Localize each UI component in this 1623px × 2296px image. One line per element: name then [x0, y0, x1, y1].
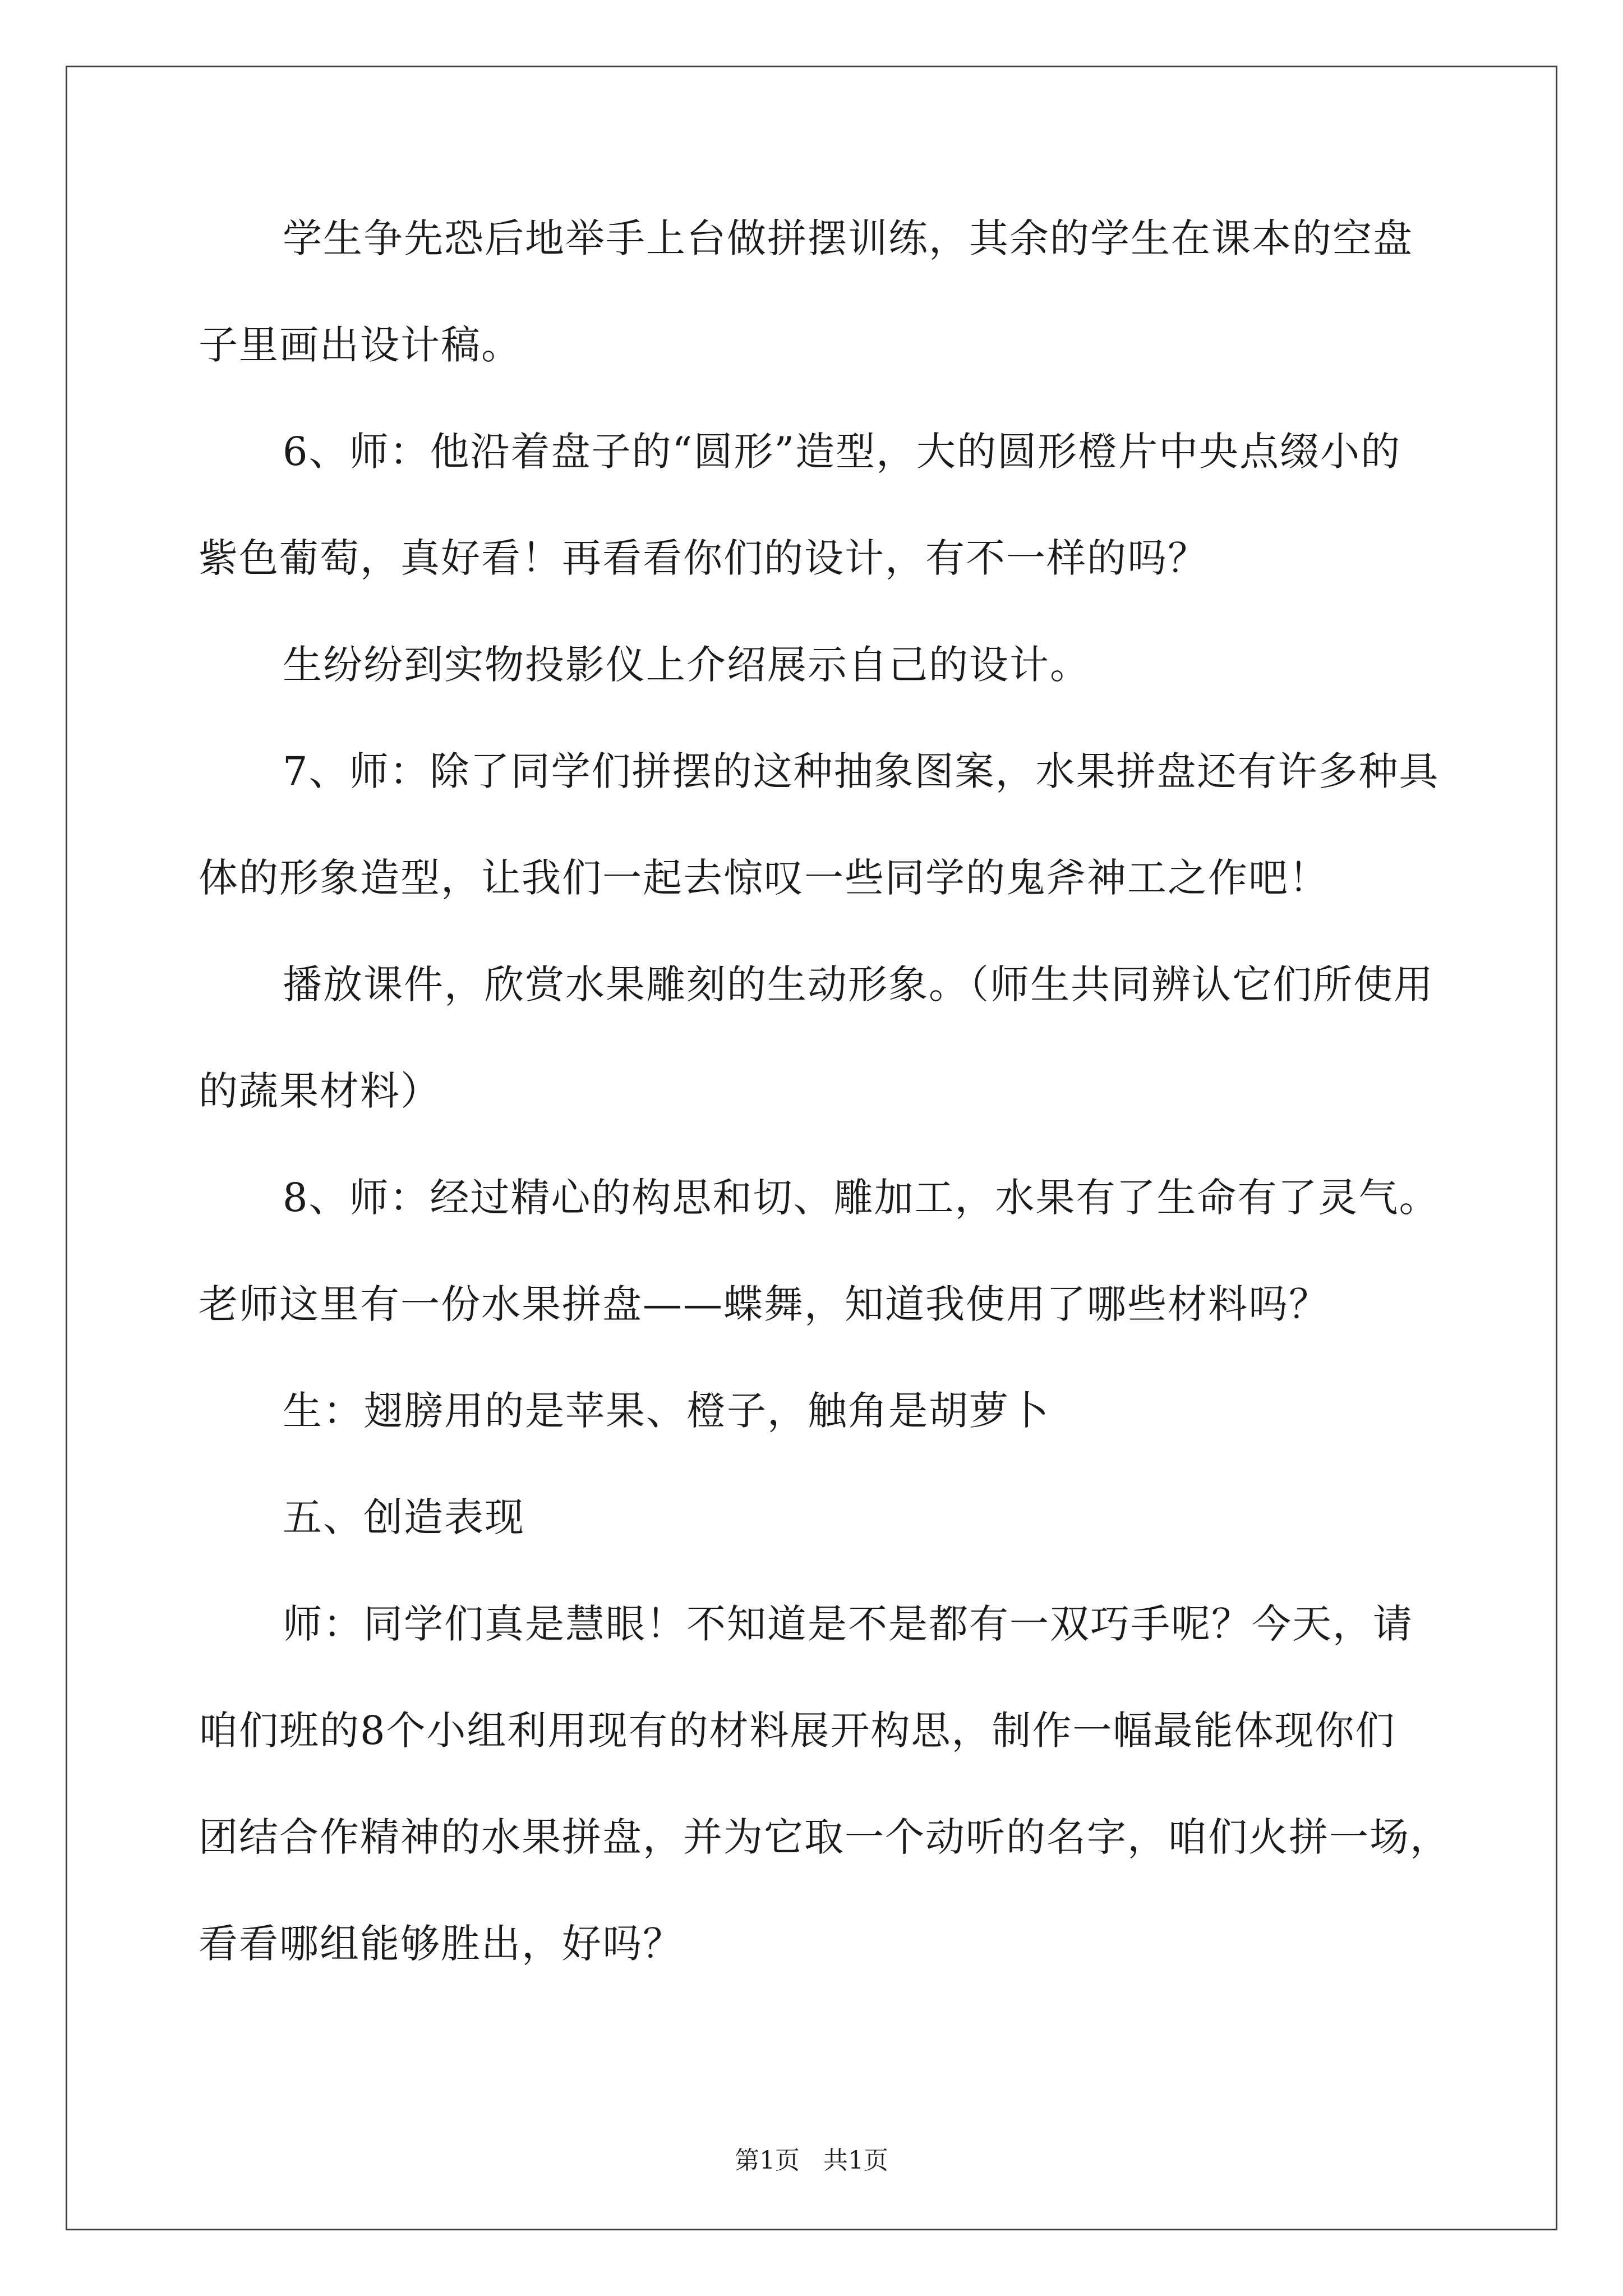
- text-line: 的蔬果材料）: [199, 1068, 441, 1114]
- text-line: 紫色葡萄，真好看！再看看你们的设计，有不一样的吗？: [199, 535, 1208, 581]
- page-footer: [0, 2140, 1623, 2176]
- text-line: 看看哪组能够胜出，好吗？: [199, 1921, 683, 1967]
- text-line: 老师这里有一份水果拼盘——蝶舞，知道我使用了哪些材料吗？: [199, 1281, 1329, 1327]
- section-heading: 五、创造表现: [283, 1494, 525, 1540]
- page-border: [66, 66, 1557, 2230]
- text-line: 生纷纷到实物投影仪上介绍展示自己的设计。: [283, 642, 1090, 688]
- text-line: 团结合作精神的水果拼盘，并为它取一个动听的名字，咱们火拼一场，: [199, 1814, 1450, 1860]
- text-line: 学生争先恐后地举手上台做拼摆训练，其余的学生在课本的空盘: [283, 215, 1413, 261]
- text-line: 师：同学们真是慧眼！不知道是不是都有一双巧手呢？今天，请: [283, 1601, 1413, 1647]
- text-line: 咱们班的8个小组利用现有的材料展开构思，制作一幅最能体现你们: [199, 1708, 1396, 1754]
- text-line: 6、师：他沿着盘子的“圆形”造型，大的圆形橙片中央点缀小的: [283, 429, 1401, 475]
- page-number: 第1页: [735, 2146, 800, 2175]
- text-line: 体的形象造型，让我们一起去惊叹一些同学的鬼斧神工之作吧！: [199, 855, 1329, 901]
- text-line: 7、师：除了同学们拼摆的这种抽象图案，水果拼盘还有许多种具: [283, 748, 1440, 794]
- text-line: 生：翅膀用的是苹果、橙子，触角是胡萝卜: [283, 1388, 1050, 1434]
- text-line: 播放课件，欣赏水果雕刻的生动形象。（师生共同辨认它们所使用: [283, 961, 1434, 1007]
- text-line: 子里画出设计稿。: [199, 322, 522, 368]
- text-line: 8、师：经过精心的构思和切、雕加工，水果有了生命有了灵气。: [283, 1175, 1440, 1221]
- page-total: 共1页: [823, 2146, 888, 2175]
